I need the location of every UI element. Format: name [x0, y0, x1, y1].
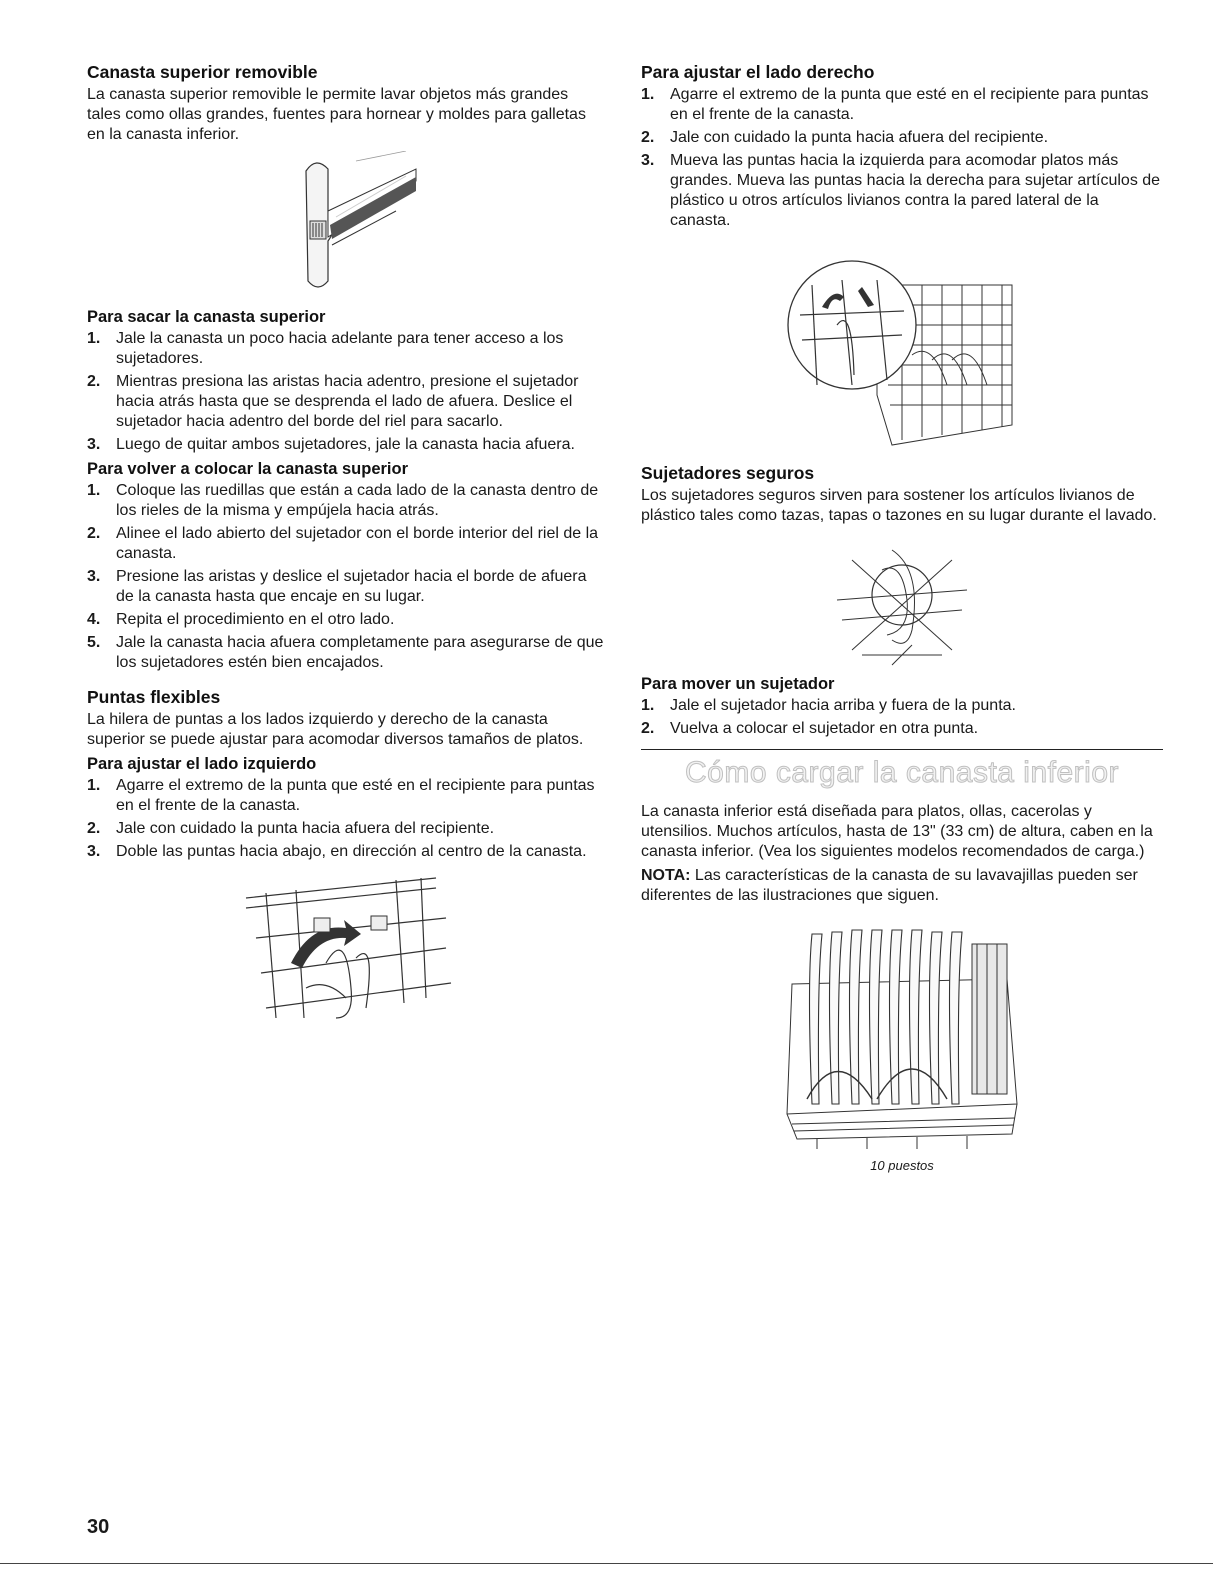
flexible-tines-heading: Puntas flexibles	[87, 687, 221, 707]
page-bottom-rule	[0, 1563, 1213, 1564]
list-item: 3. Presione las aristas y deslice el sujetador hacia el borde de afuera de la canasta hasta que encaje en su lugar.	[87, 568, 587, 605]
replace-rack-steps	[87, 481, 605, 673]
list-item: 1. Agarre el extremo de la punta que esté en el recipiente para puntas en el frente de la canasta.	[641, 86, 1149, 123]
list-item: 2. Mientras presiona las aristas hacia adentro, presione el sujetador hacia atrás hasta que se desprenda el lado de afuera. Deslice el sujetador hacia adentro del borde del riel para sacarlo.	[87, 373, 579, 430]
left-column	[87, 62, 605, 1038]
list-item: 1. Jale el sujetador hacia arriba y fuera de la punta.	[641, 697, 1016, 714]
load-pattern-caption: 10 puestos	[870, 1158, 934, 1173]
removable-rack-text: La canasta superior removible le permite lavar objetos más grandes tales como ollas grandes, fuentes para hornear y moldes para galletas en la canasta inferior.	[87, 86, 586, 143]
adjust-right-steps	[641, 85, 1163, 231]
adjust-right-heading: Para ajustar el lado derecho	[641, 62, 875, 82]
remove-rack-steps	[87, 329, 605, 455]
adjust-left-heading: Para ajustar el lado izquierdo	[87, 755, 317, 773]
page-number: 30	[87, 1516, 110, 1538]
section-divider	[641, 749, 1163, 750]
secure-clips-text: Los sujetadores seguros sirven para sostener los artículos livianos de plástico tales como tazas, tapas o tazones en su lugar durante el lavado.	[641, 487, 1157, 524]
lower-rack-text: La canasta inferior está diseñada para platos, ollas, cacerolas y utensilios. Muchos artículos, hasta de 13" (33 cm) de altura, caben en la canasta inferior. (Vea los siguientes modelos recomendados de carga.)	[641, 803, 1153, 860]
move-clip-steps	[641, 696, 1163, 739]
list-item: 4. Repita el procedimiento en el otro lado.	[87, 611, 395, 628]
adjust-left-steps	[87, 776, 605, 862]
list-item: 2. Vuelva a colocar el sujetador en otra punta.	[641, 720, 979, 737]
list-item: 1. Jale la canasta un poco hacia adelante para tener acceso a los sujetadores.	[87, 330, 564, 367]
left-tines-illustration	[236, 868, 456, 1038]
lower-rack-load-illustration	[777, 924, 1027, 1154]
move-clip-heading: Para mover un sujetador	[641, 675, 835, 693]
secure-clips-heading: Sujetadores seguros	[641, 463, 815, 483]
flexible-tines-text: La hilera de puntas a los lados izquierdo y derecho de la canasta superior se puede ajustar para acomodar diversos tamaños de platos.	[87, 711, 584, 748]
list-item: 2. Jale con cuidado la punta hacia afuera del recipiente.	[641, 129, 1049, 146]
remove-rack-heading: Para sacar la canasta superior	[87, 308, 326, 326]
list-item: 5. Jale la canasta hacia afuera completamente para asegurarse de que los sujetadores estén bien encajados.	[87, 634, 604, 671]
list-item: 3. Mueva las puntas hacia la izquierda para acomodar platos más grandes. Mueva las puntas hacia la derecha para sujetar artículos de plástico u otros artículos livianos contra la pared lateral de la canasta.	[641, 152, 1161, 229]
secure-clip-illustration	[832, 540, 972, 670]
list-item: 1. Agarre el extremo de la punta que esté en el recipiente para puntas en el frente de la canasta.	[87, 777, 595, 814]
list-item: 1. Coloque las ruedillas que están a cada lado de la canasta dentro de los rieles de la misma y empújela hacia atrás.	[87, 482, 599, 519]
removable-rack-heading: Canasta superior removible	[87, 62, 318, 82]
lower-rack-section-title: Cómo cargar la canasta inferior	[684, 756, 1120, 789]
rack-clip-illustration	[266, 151, 426, 301]
list-item: 3. Luego de quitar ambos sujetadores, jale la canasta hacia afuera.	[87, 436, 575, 453]
list-item: 2. Alinee el lado abierto del sujetador con el borde interior del riel de la canasta.	[87, 525, 599, 562]
list-item: 2. Jale con cuidado la punta hacia afuera del recipiente.	[87, 820, 495, 837]
lower-rack-note: NOTA: Las características de la canasta de su lavavajillas pueden ser diferentes de las ilustraciones que siguen.	[641, 867, 1138, 904]
list-item: 3. Doble las puntas hacia abajo, en dirección al centro de la canasta.	[87, 843, 587, 860]
right-tines-illustration	[782, 245, 1022, 455]
replace-rack-heading: Para volver a colocar la canasta superior	[87, 460, 409, 478]
right-column	[641, 62, 1163, 1173]
